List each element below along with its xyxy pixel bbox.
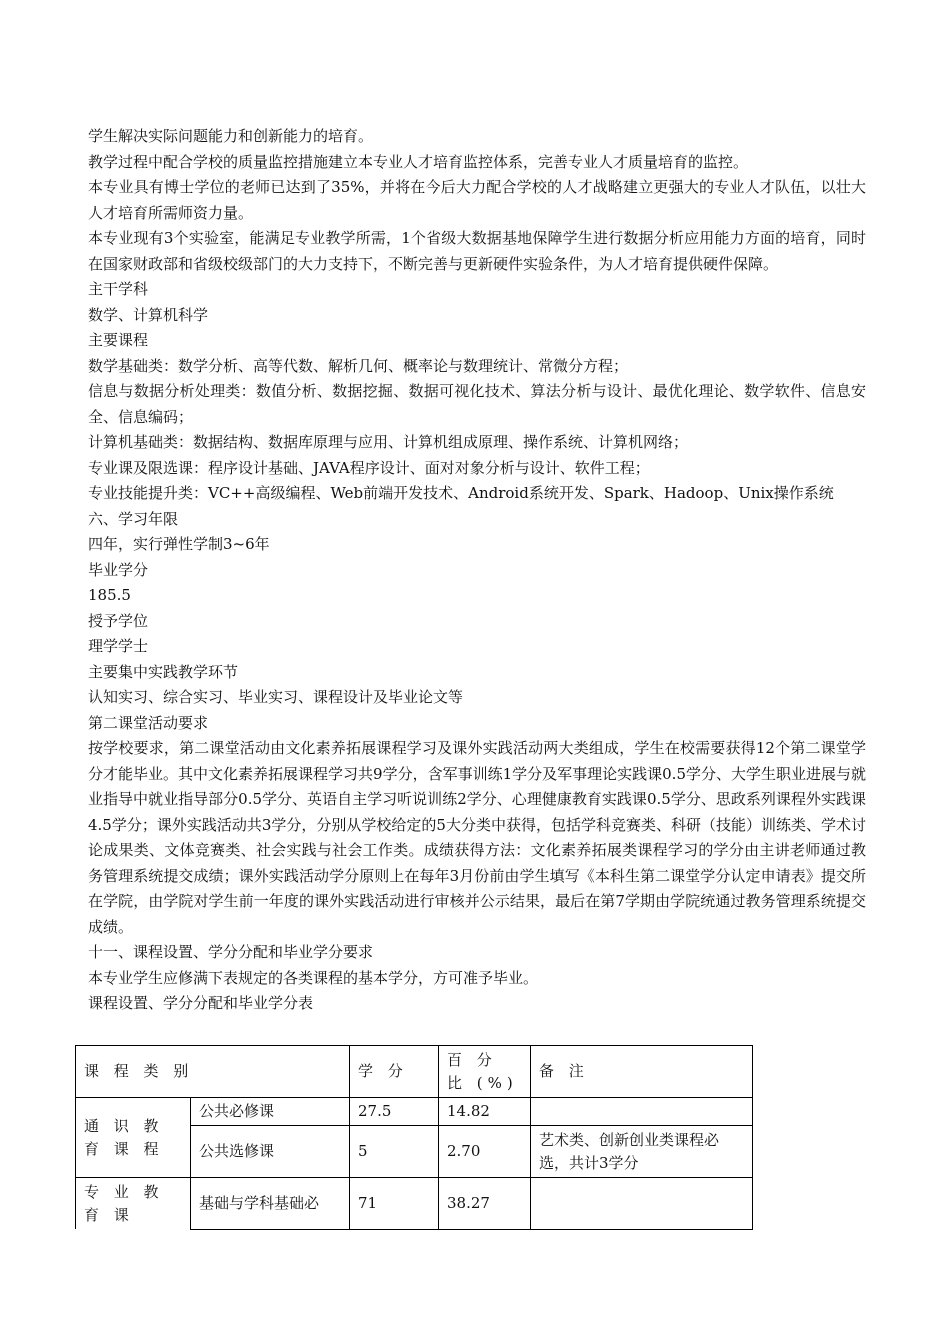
paragraph: 专业技能提升类：VC++高级编程、Web前端开发技术、Android系统开发、Spark、Hadoop、Unix操作系统 <box>88 484 834 502</box>
percent-cell: 2.70 <box>439 1126 531 1178</box>
section-heading: 主要课程 <box>88 331 149 349</box>
paragraph: 数学、计算机科学 <box>88 305 209 324</box>
section-heading: 毕业学分 <box>88 560 149 579</box>
section-heading: 主要集中实践教学环节 <box>88 662 239 681</box>
paragraph: 四年，实行弹性学制3~6年 <box>88 535 270 553</box>
paragraph: 学生解决实际问题能力和创新能力的培育。 <box>88 127 374 145</box>
paragraph: 本专业具有博士学位的老师已达到了35%，并将在今后大力配合学校的人才战略建立更强大的专业人才队伍，以壮大人才培育所需师资力量。 <box>88 178 866 222</box>
paragraph: 专业课及限选课：程序设计基础、JAVA程序设计、面对对象分析与设计、软件工程； <box>88 458 650 477</box>
notes-cell <box>531 1098 753 1126</box>
credits-cell: 5 <box>350 1126 439 1178</box>
course-cell: 公共必修课 <box>191 1098 350 1126</box>
category-general-education: 通 识 教 育 课 程 <box>76 1098 191 1178</box>
table-row <box>76 1178 753 1230</box>
document-body <box>88 124 866 1017</box>
notes-cell <box>531 1178 753 1230</box>
percent-cell: 38.27 <box>439 1178 531 1230</box>
section-heading: 主干学科 <box>88 280 149 298</box>
credits-cell: 27.5 <box>350 1098 439 1126</box>
paragraph: 本专业现有3个实验室，能满足专业教学所需，1个省级大数据基地保障学生进行数据分析应用能力方面的培育，同时在国家财政部和省级校级部门的大力支持下，不断完善与更新硬件实验条件，为人才培育提供硬件保障。 <box>88 229 866 273</box>
paragraph: 185.5 <box>88 586 131 604</box>
notes-cell: 艺术类、创新创业类课程必选，共计3学分 <box>531 1126 753 1178</box>
credit-table-wrapper <box>75 1045 753 1230</box>
section-heading: 授予学位 <box>88 611 149 630</box>
section-heading: 六、学习年限 <box>88 509 179 528</box>
credits-cell: 71 <box>350 1178 439 1230</box>
section-heading: 十一、课程设置、学分分配和毕业学分要求 <box>88 943 374 961</box>
section-heading: 第二课堂活动要求 <box>88 713 209 732</box>
table-header-row <box>76 1046 753 1098</box>
header-category: 课 程 类 别 <box>76 1046 350 1098</box>
category-professional-education: 专 业 教 育 课 <box>76 1178 191 1230</box>
header-credits: 学 分 <box>350 1046 439 1098</box>
percent-cell: 14.82 <box>439 1098 531 1126</box>
credit-table <box>75 1045 753 1230</box>
paragraph: 本专业学生应修满下表规定的各类课程的基本学分，方可准予毕业。 <box>88 968 539 987</box>
paragraph: 理学学士 <box>88 637 149 655</box>
paragraph: 认知实习、综合实习、毕业实习、课程设计及毕业论文等 <box>88 688 464 706</box>
table-caption: 课程设置、学分分配和毕业学分表 <box>88 994 314 1012</box>
paragraph: 按学校要求，第二课堂活动由文化素养拓展课程学习及课外实践活动两大类组成，学生在校需要获得12个第二课堂学分才能毕业。其中文化素养拓展课程学习共9学分，含军事训练1学分及军事理论实践课0.5学分、大学生职业进展与就业指导中就业指导部分0.5学分、英语自主学习听说训练2学分、心理健康教育实践课0.5学分、思政系列课程外实践课4.5学分；课外实践活动共3学分，分别从学校给定的5大分类中获得，包括学科竞赛类、科研（技能）训练类、学术讨论成果类、文体竞赛类、社会实践与社会工作类。成绩获得方法：文化素养拓展类课程学习的学分由主讲老师通过教务管理系统提交成绩；课外实践活动学分原则上在每年3月份前由学生填写《本科生第二课堂学分认定申请表》提交所在学院，由学院对学生前一年度的课外实践活动进行审核并公示结果，最后在第7学期由学院统通过教务管理系统提交成绩。 <box>88 739 866 936</box>
paragraph: 教学过程中配合学校的质量监控措施建立本专业人才培育监控体系，完善专业人才质量培育的监控。 <box>88 152 749 171</box>
paragraph: 信息与数据分析处理类：数值分析、数据挖掘、数据可视化技术、算法分析与设计、最优化理论、数学软件、信息安全、信息编码； <box>88 382 866 426</box>
course-cell: 基础与学科基础必 <box>191 1178 350 1230</box>
table-row <box>76 1098 753 1126</box>
paragraph: 数学基础类：数学分析、高等代数、解析几何、概率论与数理统计、常微分方程； <box>88 356 629 375</box>
paragraph: 计算机基础类：数据结构、数据库原理与应用、计算机组成原理、操作系统、计算机网络； <box>88 433 689 451</box>
header-percent: 百 分 比 (%) <box>439 1046 531 1098</box>
course-cell: 公共选修课 <box>191 1126 350 1178</box>
header-notes: 备 注 <box>531 1046 753 1098</box>
